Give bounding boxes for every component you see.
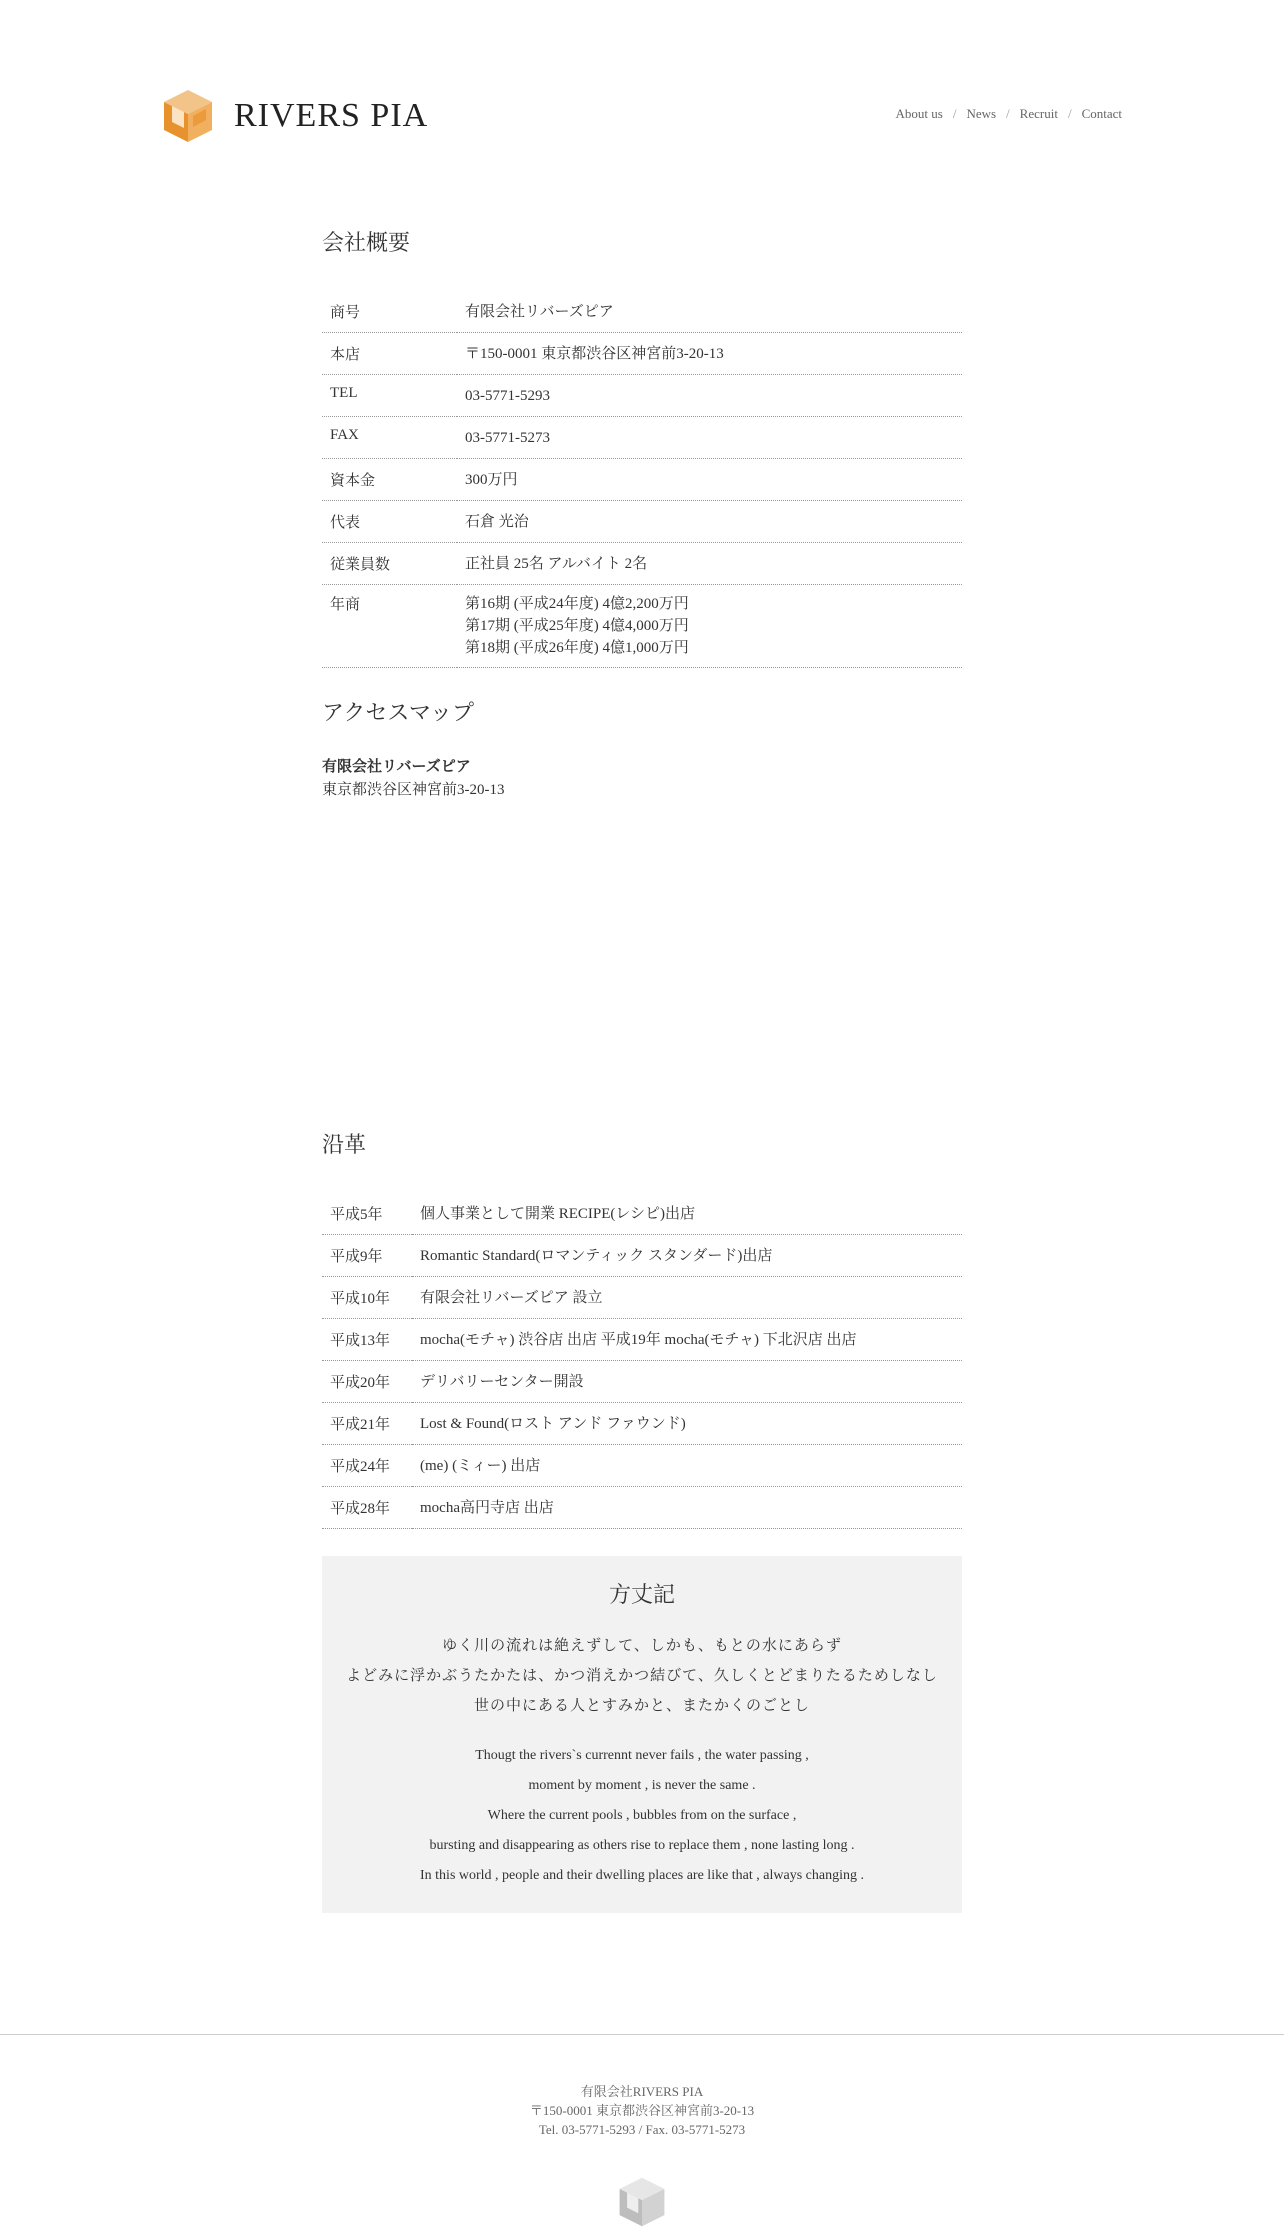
history-year: 平成5年 (322, 1193, 412, 1235)
history-title: 沿革 (322, 1132, 367, 1157)
sales-line: 第18期 (平成26年度) 4億1,000万円 (465, 640, 689, 656)
houjouki-jp-text (322, 1631, 962, 1721)
nav-separator: / (1006, 106, 1010, 121)
en-line: Thougt the rivers`s currennt never fails , the water passing , (475, 1748, 809, 1763)
nav-contact[interactable]: Contact (1081, 106, 1122, 121)
table-row (322, 1361, 962, 1403)
row-value (457, 585, 962, 668)
history-event: 有限会社リバーズピア 設立 (412, 1277, 962, 1319)
footer (0, 2082, 1284, 2139)
row-key: 商号 (322, 291, 457, 333)
history-year: 平成10年 (322, 1277, 412, 1319)
history-event: Lost & Found(ロスト アンド ファウンド) (412, 1403, 962, 1445)
row-key: 資本金 (322, 459, 457, 501)
history-event: 個人事業として開業 RECIPE(レシピ)出店 (412, 1193, 962, 1235)
table-row (322, 585, 962, 668)
table-row (322, 459, 962, 501)
sales-line: 第16期 (平成24年度) 4億2,200万円 (465, 596, 689, 612)
company-table (322, 291, 962, 668)
row-value: 正社員 25名 アルバイト 2名 (457, 543, 962, 585)
nav-about-us[interactable]: About us (895, 106, 943, 121)
table-row (322, 333, 962, 375)
main-nav (896, 106, 1123, 122)
history-year: 平成9年 (322, 1235, 412, 1277)
en-line: bursting and disappearing as others rise to replace them , none lasting long . (429, 1838, 855, 1853)
row-key: 本店 (322, 333, 457, 375)
row-value: 03-5771-5293 (457, 375, 962, 417)
row-key: 代表 (322, 501, 457, 543)
access-title: アクセスマップ (322, 700, 475, 725)
nav-separator: / (1067, 106, 1072, 121)
map-area[interactable] (322, 809, 962, 1109)
history-event: mocha高円寺店 出店 (412, 1487, 962, 1529)
en-line: Where the current pools , bubbles from on the surface , (487, 1808, 797, 1823)
company-section (322, 226, 962, 668)
row-value: 03-5771-5273 (457, 417, 962, 459)
jp-line: 世の中にある人とすみかと、またかくのごとし (473, 1698, 810, 1714)
jp-line: よどみに浮かぶうたかたは、かつ消えかつ結びて、久しくとどまりたるためしなし (346, 1668, 938, 1684)
history-year: 平成13年 (322, 1319, 412, 1361)
footer-logo-cube-icon (615, 2174, 669, 2230)
history-year: 平成28年 (322, 1487, 412, 1529)
history-section (322, 1128, 962, 1529)
history-event: デリバリーセンター開設 (412, 1361, 962, 1403)
logo-text: RIVERS PIA (234, 97, 429, 134)
row-value: 石倉 光治 (457, 501, 962, 543)
row-value: 〒150-0001 東京都渋谷区神宮前3-20-13 (457, 333, 962, 375)
nav-separator: / (952, 106, 957, 121)
history-table (322, 1193, 962, 1529)
table-row (322, 1235, 962, 1277)
nav-news[interactable]: News (966, 106, 997, 121)
table-row (322, 1319, 962, 1361)
row-key: TEL (322, 375, 457, 417)
table-row (322, 1403, 962, 1445)
table-row (322, 1487, 962, 1529)
logo-cube-icon (160, 86, 216, 146)
sales-line: 第17期 (平成25年度) 4億4,000万円 (465, 618, 689, 634)
access-address: 東京都渋谷区神宮前3-20-13 (322, 782, 505, 798)
footer-company: 有限会社RIVERS PIA (580, 2084, 704, 2099)
table-row (322, 291, 962, 333)
row-key: 従業員数 (322, 543, 457, 585)
history-event: (me) (ミィー) 出店 (412, 1445, 962, 1487)
table-row (322, 543, 962, 585)
history-year: 平成21年 (322, 1403, 412, 1445)
houjouki-panel (322, 1556, 962, 1913)
footer-tel-fax: Tel. 03-5771-5293 / Fax. 03-5771-5273 (538, 2122, 746, 2137)
company-title: 会社概要 (322, 230, 411, 255)
access-company-name: 有限会社リバーズピア (322, 759, 471, 775)
footer-divider (0, 2034, 1284, 2035)
history-year: 平成20年 (322, 1361, 412, 1403)
table-row (322, 375, 962, 417)
table-row (322, 1445, 962, 1487)
logo[interactable] (160, 86, 428, 146)
table-row (322, 501, 962, 543)
footer-address: 〒150-0001 東京都渋谷区神宮前3-20-13 (529, 2103, 755, 2118)
row-value: 300万円 (457, 459, 962, 501)
access-section (322, 696, 962, 1109)
houjouki-en-text (322, 1741, 962, 1891)
history-event: mocha(モチャ) 渋谷店 出店 平成19年 mocha(モチャ) 下北沢店 出店 (412, 1319, 962, 1361)
houjouki-title: 方丈記 (608, 1582, 675, 1607)
row-value: 有限会社リバーズピア (457, 291, 962, 333)
history-year: 平成24年 (322, 1445, 412, 1487)
table-row (322, 417, 962, 459)
history-event: Romantic Standard(ロマンティック スタンダード)出店 (412, 1235, 962, 1277)
table-row (322, 1193, 962, 1235)
table-row (322, 1277, 962, 1319)
en-line: moment by moment , is never the same . (528, 1778, 756, 1793)
jp-line: ゆく川の流れは絶えずして、しかも、もとの水にあらず (442, 1638, 842, 1654)
site-header (0, 0, 1284, 200)
row-key: FAX (322, 417, 457, 459)
en-line: In this world , people and their dwelling places are like that , always changing . (420, 1868, 864, 1883)
nav-recruit[interactable]: Recruit (1019, 106, 1058, 121)
row-key: 年商 (322, 585, 457, 668)
